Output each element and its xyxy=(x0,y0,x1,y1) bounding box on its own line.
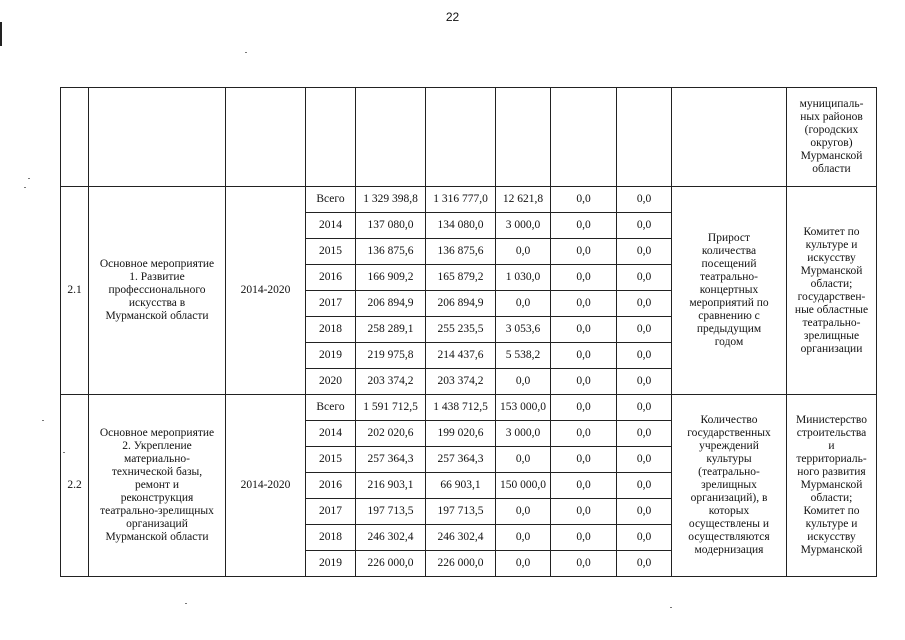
activity-name: Основное мероприятие 1. Развитие профессионального искусства в Мурманской области xyxy=(89,187,226,395)
amount-local: 0,0 xyxy=(551,343,617,369)
amount-local: 0,0 xyxy=(551,499,617,525)
executor-continuation: муниципаль- ных районов (городских округов) Мурманской области xyxy=(799,98,864,175)
year: 2017 xyxy=(306,291,356,317)
year: Всего xyxy=(306,187,356,213)
amount-other: 0,0 xyxy=(617,447,672,473)
amount-total: 202 020,6 xyxy=(356,421,426,447)
year: 2015 xyxy=(306,239,356,265)
amount-regional: 203 374,2 xyxy=(426,369,496,395)
period: 2014-2020 xyxy=(226,395,306,577)
amount-local: 0,0 xyxy=(551,421,617,447)
indicator: Прирост количества посещений театрально- концертных мероприятий по сравнению с предыдущим годом xyxy=(672,187,787,395)
federal-cell xyxy=(496,88,551,187)
other-cell xyxy=(617,88,672,187)
amount-total: 206 894,9 xyxy=(356,291,426,317)
amount-federal: 0,0 xyxy=(496,239,551,265)
amount-local: 0,0 xyxy=(551,239,617,265)
amount-other: 0,0 xyxy=(617,265,672,291)
amount-other: 0,0 xyxy=(617,317,672,343)
amount-total: 246 302,4 xyxy=(356,525,426,551)
amount-regional: 257 364,3 xyxy=(426,447,496,473)
executor: Министерство строительства и территориаль- ного развития Мурманской области; Комитет по культуре и искусству Мурманской xyxy=(787,395,877,577)
executor: Комитет по культуре и искусству Мурманской области; государствен- ные областные театрально- зрелищные организации xyxy=(787,187,877,395)
amount-federal: 153 000,0 xyxy=(496,395,551,421)
amount-local: 0,0 xyxy=(551,213,617,239)
year: 2016 xyxy=(306,265,356,291)
amount-total: 136 875,6 xyxy=(356,239,426,265)
scan-speck xyxy=(63,452,65,453)
amount-other: 0,0 xyxy=(617,421,672,447)
amount-federal: 3 053,6 xyxy=(496,317,551,343)
amount-other: 0,0 xyxy=(617,499,672,525)
amount-local: 0,0 xyxy=(551,291,617,317)
amount-regional: 214 437,6 xyxy=(426,343,496,369)
num-cell xyxy=(61,88,89,187)
amount-total: 197 713,5 xyxy=(356,499,426,525)
amount-local: 0,0 xyxy=(551,447,617,473)
scan-speck xyxy=(670,607,672,608)
year: 2018 xyxy=(306,317,356,343)
name-cell xyxy=(89,88,226,187)
amount-regional: 206 894,9 xyxy=(426,291,496,317)
scan-speck xyxy=(24,187,26,188)
amount-local: 0,0 xyxy=(551,187,617,213)
activity-name: Основное мероприятие 2. Укрепление материально- технической базы, ремонт и реконструкция театрально-зрелищных организаций Мурманской области xyxy=(89,395,226,577)
amount-federal: 3 000,0 xyxy=(496,213,551,239)
page-number: 22 xyxy=(445,10,460,24)
amount-total: 1 329 398,8 xyxy=(356,187,426,213)
amount-local: 0,0 xyxy=(551,551,617,577)
amount-federal: 0,0 xyxy=(496,525,551,551)
amount-local: 0,0 xyxy=(551,473,617,499)
amount-local: 0,0 xyxy=(551,395,617,421)
amount-regional: 199 020,6 xyxy=(426,421,496,447)
scan-speck xyxy=(185,603,187,604)
amount-total: 219 975,8 xyxy=(356,343,426,369)
amount-regional: 246 302,4 xyxy=(426,525,496,551)
amount-other: 0,0 xyxy=(617,473,672,499)
amount-total: 1 591 712,5 xyxy=(356,395,426,421)
amount-federal: 3 000,0 xyxy=(496,421,551,447)
amount-total: 166 909,2 xyxy=(356,265,426,291)
amount-other: 0,0 xyxy=(617,239,672,265)
amount-other: 0,0 xyxy=(617,291,672,317)
year-cell xyxy=(306,88,356,187)
amount-federal: 0,0 xyxy=(496,291,551,317)
year: 2019 xyxy=(306,343,356,369)
regional-cell xyxy=(426,88,496,187)
amount-federal: 0,0 xyxy=(496,499,551,525)
table-row xyxy=(61,395,877,421)
total-cell xyxy=(356,88,426,187)
amount-regional: 66 903,1 xyxy=(426,473,496,499)
scan-speck xyxy=(245,52,247,53)
amount-local: 0,0 xyxy=(551,265,617,291)
budget-table xyxy=(60,87,877,577)
year: 2014 xyxy=(306,421,356,447)
period: 2014-2020 xyxy=(226,187,306,395)
amount-other: 0,0 xyxy=(617,551,672,577)
amount-regional: 226 000,0 xyxy=(426,551,496,577)
section-number: 2.1 xyxy=(61,187,89,395)
amount-federal: 150 000,0 xyxy=(496,473,551,499)
amount-total: 137 080,0 xyxy=(356,213,426,239)
amount-federal: 12 621,8 xyxy=(496,187,551,213)
amount-total: 257 364,3 xyxy=(356,447,426,473)
amount-other: 0,0 xyxy=(617,187,672,213)
amount-other: 0,0 xyxy=(617,213,672,239)
amount-regional: 165 879,2 xyxy=(426,265,496,291)
year: 2020 xyxy=(306,369,356,395)
section-number: 2.2 xyxy=(61,395,89,577)
margin-mark xyxy=(0,22,2,46)
amount-other: 0,0 xyxy=(617,343,672,369)
year: 2018 xyxy=(306,525,356,551)
amount-regional: 255 235,5 xyxy=(426,317,496,343)
year: 2014 xyxy=(306,213,356,239)
indicator-cell xyxy=(672,88,787,187)
scan-speck xyxy=(28,178,30,179)
amount-total: 258 289,1 xyxy=(356,317,426,343)
indicator: Количество государственных учреждений культуры (театрально- зрелищных организаций), в которых осуществлены и осуществляются модернизация xyxy=(672,395,787,577)
continuation-row xyxy=(61,88,877,187)
amount-regional: 134 080,0 xyxy=(426,213,496,239)
amount-other: 0,0 xyxy=(617,369,672,395)
amount-local: 0,0 xyxy=(551,369,617,395)
year: Всего xyxy=(306,395,356,421)
amount-federal: 0,0 xyxy=(496,369,551,395)
amount-other: 0,0 xyxy=(617,525,672,551)
year: 2019 xyxy=(306,551,356,577)
local-cell xyxy=(551,88,617,187)
period-cell xyxy=(226,88,306,187)
amount-local: 0,0 xyxy=(551,317,617,343)
amount-local: 0,0 xyxy=(551,525,617,551)
year: 2017 xyxy=(306,499,356,525)
amount-total: 226 000,0 xyxy=(356,551,426,577)
year: 2015 xyxy=(306,447,356,473)
amount-regional: 136 875,6 xyxy=(426,239,496,265)
table-row xyxy=(61,187,877,213)
year: 2016 xyxy=(306,473,356,499)
executor-cell xyxy=(787,88,877,187)
amount-total: 203 374,2 xyxy=(356,369,426,395)
amount-total: 216 903,1 xyxy=(356,473,426,499)
amount-federal: 0,0 xyxy=(496,447,551,473)
amount-regional: 197 713,5 xyxy=(426,499,496,525)
amount-federal: 5 538,2 xyxy=(496,343,551,369)
amount-other: 0,0 xyxy=(617,395,672,421)
scan-speck xyxy=(42,420,44,421)
amount-regional: 1 438 712,5 xyxy=(426,395,496,421)
amount-regional: 1 316 777,0 xyxy=(426,187,496,213)
amount-federal: 0,0 xyxy=(496,551,551,577)
amount-federal: 1 030,0 xyxy=(496,265,551,291)
